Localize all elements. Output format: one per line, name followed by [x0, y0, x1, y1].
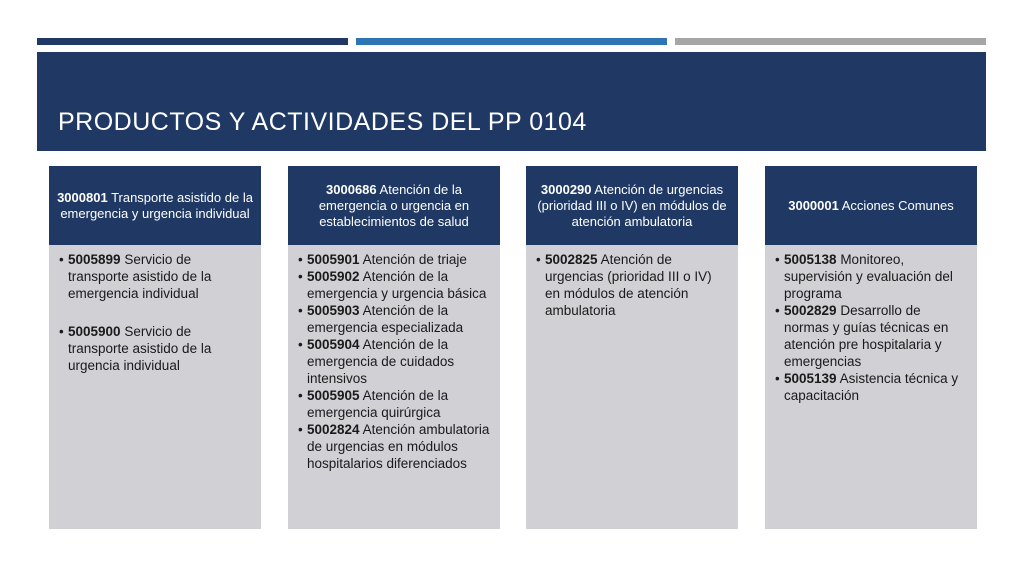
- activity-item: [298, 421, 492, 472]
- activity-code: 5005903: [307, 303, 360, 318]
- slide-title: PRODUCTOS Y ACTIVIDADES DEL PP 0104: [58, 108, 587, 136]
- product-header: [765, 166, 977, 245]
- accent-stripe-blue: [356, 38, 667, 45]
- activity-code: 5005901: [307, 252, 360, 267]
- activity-code: 5005905: [307, 388, 360, 403]
- activity-text: Atención de la emergencia y urgencia básica: [307, 269, 487, 301]
- activity-list: [536, 251, 730, 319]
- activity-text: Servicio de transporte asistido de la emergencia individual: [68, 252, 212, 301]
- activity-text: Atención de la emergencia especializada: [307, 303, 464, 335]
- product-code: 3000801: [57, 189, 108, 205]
- activity-list-panel: [526, 245, 738, 529]
- activity-list-panel: [49, 245, 261, 529]
- activity-text: Atención de triaje: [359, 252, 467, 267]
- activity-text: Atención de urgencias (prioridad III o IV) en módulos de atención ambulatoria: [545, 252, 712, 318]
- activity-item: [298, 251, 492, 268]
- activity-list: [59, 251, 253, 374]
- activity-code: 5005902: [307, 269, 360, 284]
- activity-text: Atención de la emergencia quirúrgica: [307, 388, 449, 420]
- activity-item: [298, 336, 492, 387]
- accent-stripe-gray: [675, 38, 986, 45]
- product-name: Transporte asistido de la emergencia y urgencia individual: [60, 189, 253, 221]
- activity-code: 5002824: [307, 422, 360, 437]
- product-header: [526, 166, 738, 245]
- activity-text: Monitoreo, supervisión y evaluación del programa: [784, 252, 953, 301]
- accent-stripe-navy: [37, 38, 348, 45]
- activity-text: Desarrollo de normas y guías técnicas en atención pre hospitalaria y emergencias: [784, 303, 949, 369]
- product-name: Atención de urgencias (prioridad III o IV) en módulos de atención ambulatoria: [537, 181, 727, 229]
- product-name: Atención de la emergencia o urgencia en establecimientos de salud: [318, 181, 470, 229]
- activity-text: Asistencia técnica y capacitación: [784, 371, 959, 403]
- activity-text: Atención de la emergencia de cuidados intensivos: [307, 337, 455, 386]
- product-header: [49, 166, 261, 245]
- activity-list: [298, 251, 492, 472]
- product-name: Acciones Comunes: [838, 197, 954, 213]
- activity-item: [298, 268, 492, 302]
- activity-list-panel: [765, 245, 977, 529]
- activity-list-panel: [288, 245, 500, 529]
- activity-code: 5005138: [784, 252, 837, 267]
- product-code: 3000290: [540, 181, 592, 197]
- activity-item: [59, 323, 253, 374]
- activity-code: 5002829: [784, 303, 837, 318]
- activity-code: 5005139: [784, 371, 837, 386]
- activity-item: [298, 302, 492, 336]
- activity-code: 5005899: [68, 252, 121, 267]
- activity-item: [536, 251, 730, 319]
- activity-item: [59, 251, 253, 302]
- product-header: [288, 166, 500, 245]
- activity-code: 5005900: [68, 324, 121, 339]
- product-code: 3000001: [788, 197, 839, 213]
- activity-code: 5005904: [307, 337, 360, 352]
- activity-code: 5002825: [545, 252, 598, 267]
- product-code: 3000686: [326, 181, 377, 197]
- activity-list: [775, 251, 969, 404]
- activity-text: Servicio de transporte asistido de la urgencia individual: [68, 324, 212, 373]
- activity-item: [775, 302, 969, 370]
- activity-item: [775, 370, 969, 404]
- activity-item: [298, 387, 492, 421]
- activity-item: [775, 251, 969, 302]
- activity-text: Atención ambulatoria de urgencias en módulos hospitalarios diferenciados: [307, 422, 490, 471]
